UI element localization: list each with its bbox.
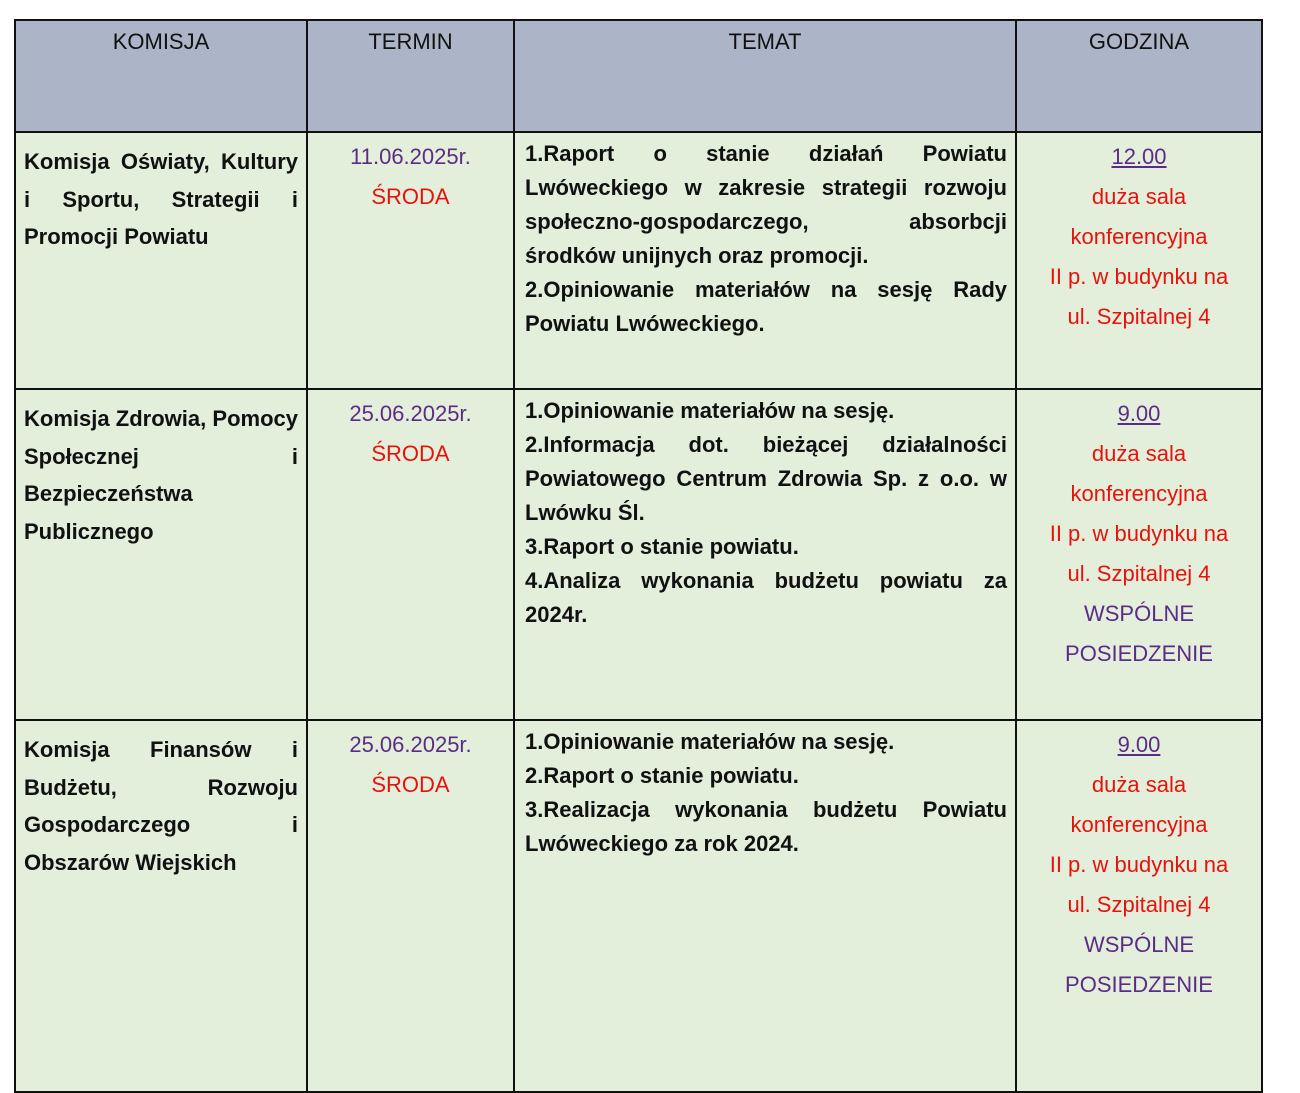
meeting-date: 25.06.2025r.: [349, 732, 472, 757]
topic-item: 2.Opiniowanie materiałów na sesję Rady Powiatu Lwóweckiego.: [525, 277, 1007, 336]
meeting-place-line: II p. w budynku na: [1049, 264, 1229, 289]
meeting-date-cell: [307, 720, 514, 1092]
committee-name: Komisja Finansów i Budżetu, Rozwoju Gospodarczego i Obszarów Wiejskich: [15, 720, 307, 1092]
topic-item: 1.Opiniowanie materiałów na sesję.: [525, 398, 895, 423]
table-row: [15, 132, 1262, 389]
header-termin: TERMIN: [307, 20, 514, 132]
topic-item: 1.Raport o stanie działań Powiatu Lwóweckiego w zakresie strategii rozwoju społeczno-gospodarczego, absorbcji środków unijnych oraz promocji.: [525, 141, 1007, 268]
meeting-time: 12.00: [1111, 144, 1167, 169]
joint-session-note: WSPÓLNE: [1083, 601, 1195, 626]
topic-item: 3.Realizacja wykonania budżetu Powiatu Lwóweckiego za rok 2024.: [525, 797, 1007, 856]
header-godzina: GODZINA: [1016, 20, 1262, 132]
meeting-time: 9.00: [1117, 732, 1161, 757]
joint-session-note: POSIEDZENIE: [1065, 972, 1213, 997]
time-place-cell: [1016, 720, 1262, 1092]
header-row: [15, 20, 1262, 132]
topic-item: 3.Raport o stanie powiatu.: [525, 534, 799, 559]
meeting-day: ŚRODA: [371, 441, 450, 466]
meeting-date: 11.06.2025r.: [350, 144, 471, 169]
topic-item: 4.Analiza wykonania budżetu powiatu za 2024r.: [525, 568, 1007, 627]
topics-cell: [514, 132, 1016, 389]
joint-session-note: WSPÓLNE: [1083, 932, 1195, 957]
header-temat: TEMAT: [514, 20, 1016, 132]
meeting-place-line: duża sala: [1091, 772, 1187, 797]
topics-cell: [514, 720, 1016, 1092]
meeting-place-line: konferencyjna: [1070, 812, 1208, 837]
topic-item: 2.Informacja dot. bieżącej działalności Powiatowego Centrum Zdrowia Sp. z o.o. w Lwówku Śl.: [525, 432, 1007, 525]
meeting-time: 9.00: [1117, 401, 1161, 426]
meeting-place-line: ul. Szpitalnej 4: [1067, 892, 1211, 917]
meeting-day: ŚRODA: [371, 772, 450, 797]
meeting-place-line: ul. Szpitalnej 4: [1067, 561, 1211, 586]
committee-name: Komisja Zdrowia, Pomocy Społecznej i Bezpieczeństwa Publicznego: [15, 389, 307, 720]
header-komisja: KOMISJA: [15, 20, 307, 132]
meeting-place-line: II p. w budynku na: [1049, 852, 1229, 877]
meeting-place-line: ul. Szpitalnej 4: [1067, 304, 1211, 329]
meeting-day: ŚRODA: [371, 184, 450, 209]
meeting-place-line: konferencyjna: [1070, 224, 1208, 249]
time-place-cell: [1016, 132, 1262, 389]
meeting-date: 25.06.2025r.: [349, 401, 472, 426]
meeting-place-line: konferencyjna: [1070, 481, 1208, 506]
topics-cell: [514, 389, 1016, 720]
topic-item: 2.Raport o stanie powiatu.: [525, 763, 799, 788]
committee-name: Komisja Oświaty, Kultury i Sportu, Strategii i Promocji Powiatu: [15, 132, 307, 389]
topic-item: 1.Opiniowanie materiałów na sesję.: [525, 729, 895, 754]
meeting-date-cell: [307, 389, 514, 720]
schedule-table: [14, 19, 1263, 1093]
time-place-cell: [1016, 389, 1262, 720]
meeting-place-line: II p. w budynku na: [1049, 521, 1229, 546]
joint-session-note: POSIEDZENIE: [1065, 641, 1213, 666]
meeting-place-line: duża sala: [1091, 184, 1187, 209]
table-row: [15, 389, 1262, 720]
table-row: [15, 720, 1262, 1092]
meeting-place-line: duża sala: [1091, 441, 1187, 466]
meeting-date-cell: [307, 132, 514, 389]
